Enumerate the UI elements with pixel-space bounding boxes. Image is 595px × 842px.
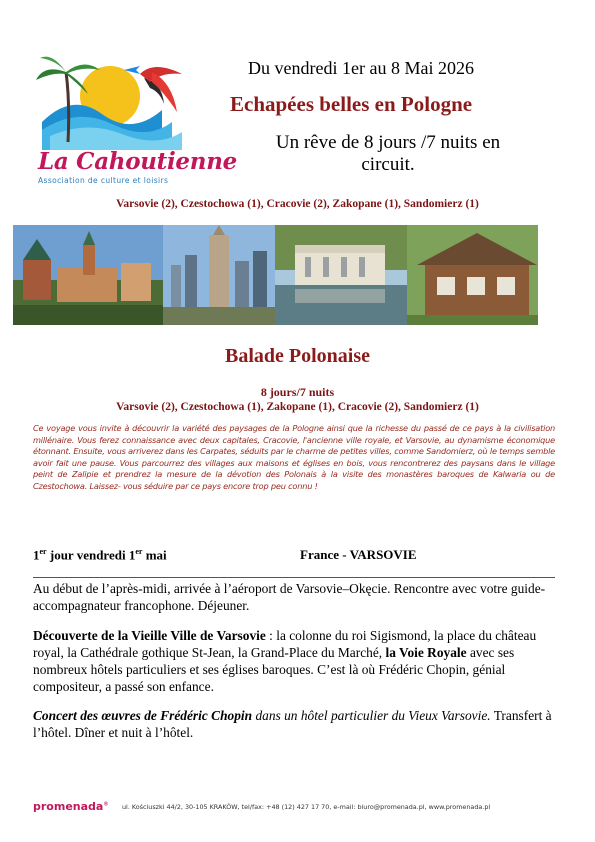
palm-beach-logo-icon	[32, 52, 212, 150]
day-label-mid: jour vendredi 1	[46, 547, 136, 563]
concert-heading: Concert des œuvres de Frédéric Chopin	[33, 708, 253, 723]
day-paragraph-old-town	[33, 627, 558, 695]
trip-dates: Du vendredi 1er au 8 Mai 2026	[248, 58, 474, 78]
old-town-heading: Découverte de la Vieille Ville de Varsovie	[33, 628, 266, 643]
concert-location: dans un hôtel particulier du Vieux Varsovie.	[252, 708, 491, 723]
royal-route-text: avec ses nombreux hôtels particuliers et ses églises baroques. C’est là où Frédéric Chopin, génial compositeur, a passé son enfance.	[33, 645, 515, 694]
old-town-text: : la colonne du roi Sigismond, la place du château royal, la Cathédrale gothique St-Jean, la Grand-Place du Marché,	[33, 628, 537, 660]
day-paragraph-concert	[33, 707, 558, 741]
day-date-suffix: er	[135, 547, 143, 556]
krakow-wawel-photo	[13, 225, 163, 325]
royal-route-heading: la Voie Royale	[385, 645, 467, 660]
warsaw-skyline-photo	[163, 225, 275, 325]
logo-brand-name: La Cahoutienne	[38, 148, 237, 175]
trip-tagline: Un rêve de 8 jours /7 nuits en circuit.	[275, 132, 501, 175]
page-title: Echapées belles en Pologne	[230, 92, 473, 116]
concert-text: Transfert à l’hôtel. Dîner et nuit à l’hôtel.	[33, 708, 552, 740]
trip-duration: 8 jours/7 nuits	[260, 385, 335, 399]
logo-subtitle: Association de culture et loisirs	[38, 176, 169, 185]
day-label-end: mai	[142, 547, 167, 563]
wooden-house-photo	[407, 225, 538, 325]
day-paragraph-arrival: Au début de l’après-midi, arrivée à l’aéroport de Varsovie–Okęcie. Rencontre avec votre guide-accompagnateur francophone. Déjeuner.	[33, 581, 546, 613]
lazienki-palace-photo	[275, 225, 407, 325]
day-heading	[33, 547, 167, 563]
day-number: 1	[33, 547, 40, 563]
section-title: Balade Polonaise	[224, 345, 370, 367]
divider	[33, 577, 555, 578]
intro-paragraph: Ce voyage vous invite à découvrir la variété des paysages de la Pologne ainsi que la richesse du passé de ce pays à la civilisation millénaire. Vous ferez connaissance avec deux capitales, Cracovie, l'ancienne ville royale, et Varsovie, au dynamisme économique étonnant. Ensuite, vous arriverez dans les Carpates, séduits par le charme de petites villes, comme Sandomierz, où le temps semble avoir fait une pause. Vous parcourrez des villages aux maisons et églises en bois, vous rencontrerez des paysans dans le village peint de Zalipie et prendrez la mesure de la dévotion des Polonais à la visite des monastères baroques de Kalwaria ou de Czestochowa. Laissez- vous séduire par ce pays encore trop peu connu !	[33, 423, 555, 491]
photo-strip	[13, 225, 538, 325]
day-number-suffix: er	[39, 547, 47, 556]
route-detail: Varsovie (2), Czestochowa (1), Zakopane (1), Cracovie (2), Sandomierz (1)	[116, 401, 479, 413]
route-summary: Varsovie (2), Czestochowa (1), Cracovie (2), Zakopane (1), Sandomierz (1)	[116, 198, 479, 210]
footer-logo-text: promenada	[33, 800, 104, 813]
association-logo	[32, 52, 237, 192]
footer-logo-mark: ®	[103, 801, 109, 808]
footer-logo	[33, 800, 108, 813]
day-destination: France - VARSOVIE	[300, 547, 417, 562]
footer-address: ul. Kościuszki 44/2, 30-105 KRAKÓW, tel/fax: +48 (12) 427 17 70, e-mail: biuro@promenada.pl, www.promenada.pl	[122, 803, 491, 811]
